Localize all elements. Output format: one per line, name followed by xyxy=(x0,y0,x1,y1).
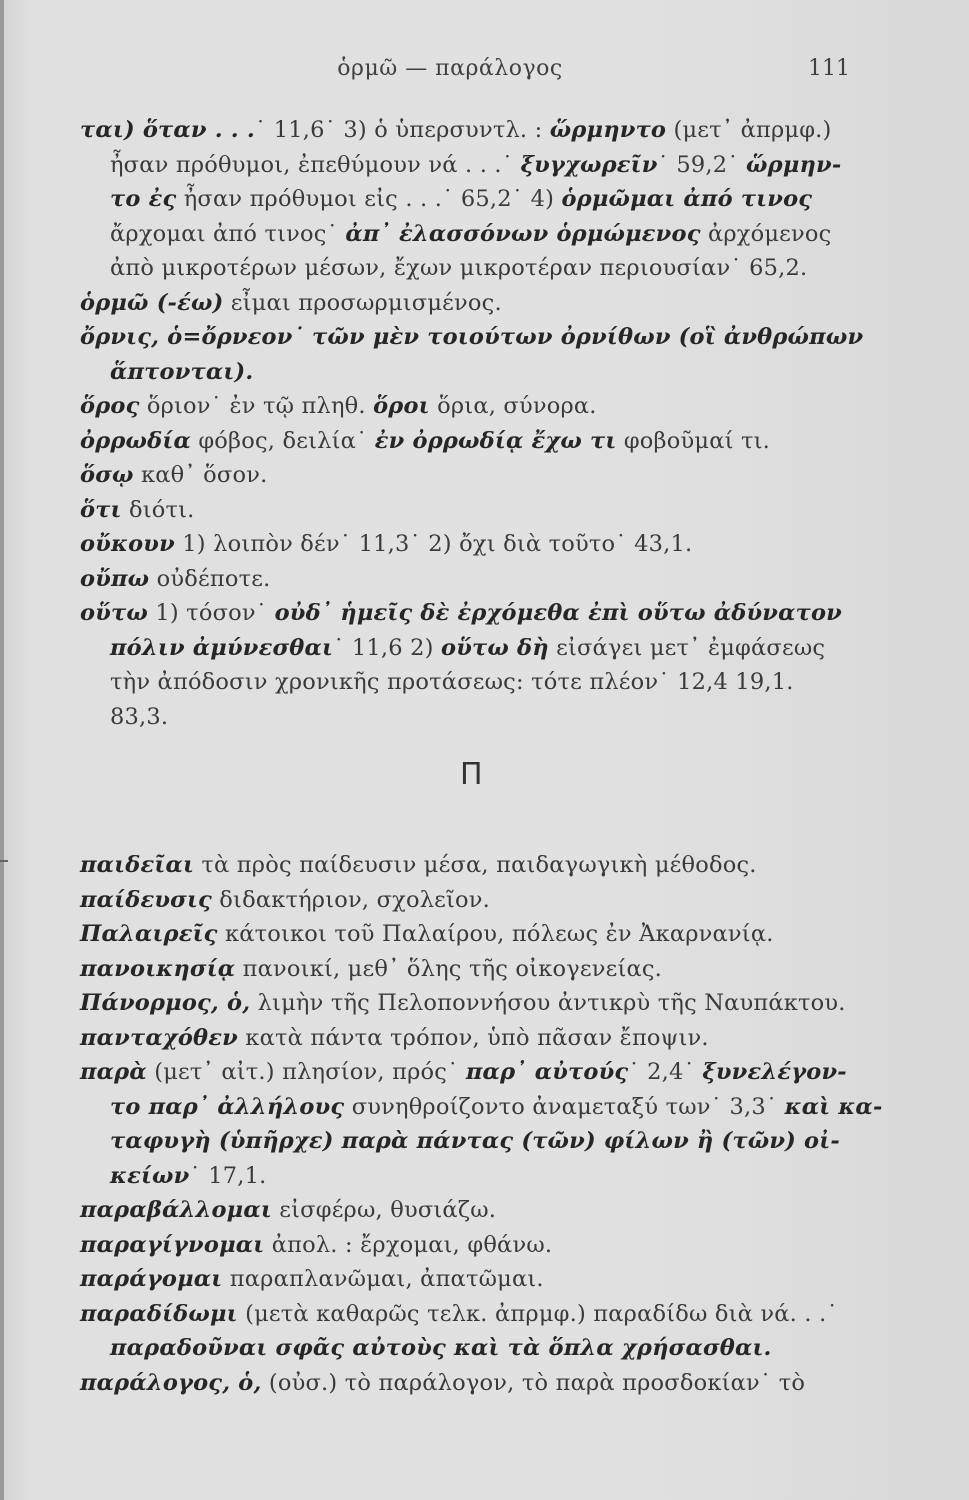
headword-text: οὔπω xyxy=(80,565,150,592)
definition-text: πανοικί, μεθ᾽ ὅλης τῆς οἰκογενείας. xyxy=(235,955,663,982)
entry-line xyxy=(80,883,880,918)
headword-text: ταφυγὴ (ὑπῆρχε) παρὰ πάντας (τῶν) φίλων ἢ (τῶν) οἰ- xyxy=(110,1128,840,1154)
headword-text: το παρ᾽ ἀλλήλους xyxy=(110,1093,345,1120)
definition-text: εἶμαι προσωρμισμένος. xyxy=(223,289,502,316)
entry-line xyxy=(80,1193,880,1228)
entry-line xyxy=(80,458,880,493)
entry-line xyxy=(80,952,880,987)
definition-text: κάτοικοι τοῦ Παλαίρου, πόλεως ἐν Ἀκαρνανίᾳ. xyxy=(217,921,774,947)
entry-line xyxy=(80,1124,880,1159)
definition-text: ˙ 11,6 2) xyxy=(333,634,441,661)
headword-text: παιδεῖαι xyxy=(80,852,195,878)
definition-text: (μετ᾽ ἀπρμφ.) xyxy=(666,117,832,143)
definition-text: (οὐσ.) τὸ παράλογον, τὸ παρὰ προσδοκίαν˙ τὸ xyxy=(261,1369,806,1396)
definition-text: συνηθροίζοντο ἀναμεταξύ των˙ 3,3˙ xyxy=(344,1093,785,1120)
section-letter: Π xyxy=(460,757,483,792)
entries-pi xyxy=(80,848,883,1400)
headword-text: παρ᾽ αὐτούς xyxy=(465,1059,629,1085)
page-fold-shadow xyxy=(0,0,4,1500)
entry-line xyxy=(80,320,880,355)
headword-text: παραγίγνομαι xyxy=(80,1231,265,1258)
definition-text: (μετ᾽ αἰτ.) πλησίον, πρός˙ xyxy=(146,1059,466,1085)
entry-line xyxy=(80,1297,880,1332)
entry-line xyxy=(80,251,880,286)
definition-text: εἰσάγει μετ᾽ ἐμφάσεως xyxy=(548,634,826,661)
definition-text: ἀπολ. : ἔρχομαι, φθάνω. xyxy=(264,1231,553,1258)
headword-text: οὕτω xyxy=(80,600,148,626)
entry-line xyxy=(80,1331,880,1366)
headword-text: ἐν ὀρρωδίᾳ ἔχω τι xyxy=(374,427,617,454)
definition-text: ἀπὸ μικροτέρων μέσων, ἔχων μικροτέραν περιουσίαν˙ 65,2. xyxy=(110,255,808,281)
definition-text: ˙ 11,6˙ 3) ὁ ὑπερσυντλ. : xyxy=(254,117,550,143)
entry-line xyxy=(80,562,880,597)
edge-mark xyxy=(0,860,8,862)
definition-text: ˙ 2,4˙ xyxy=(628,1059,703,1085)
entry-line xyxy=(80,493,880,528)
definition-text: τὴν ἀπόδοσιν χρονικῆς προτάσεως: τότε πλέον˙ 12,4 19,1. xyxy=(110,669,794,695)
headword-text: ὅσῳ xyxy=(80,462,134,488)
entry-line xyxy=(80,1159,880,1194)
headword-text: ὅτι xyxy=(80,496,122,523)
headword-text: Παλαιρεῖς xyxy=(80,921,218,947)
headword-text: ὅροι xyxy=(373,393,430,419)
definition-text: διότι. xyxy=(121,496,195,523)
running-header xyxy=(0,56,969,88)
headword-text: ξυνελέγον- xyxy=(702,1059,847,1085)
headword-text: πανοικησίᾳ xyxy=(80,955,236,982)
headword-text: ὥρμην- xyxy=(746,151,842,178)
definition-text: φοβοῦμαί τι. xyxy=(616,427,770,454)
entries-omicron xyxy=(80,113,880,734)
definition-text: φόβος, δειλία˙ xyxy=(190,427,375,454)
headword-text: κείων xyxy=(110,1162,190,1189)
definition-text: 1) τόσον˙ xyxy=(147,600,275,626)
headword-text: ὥρμηντο xyxy=(549,117,667,143)
definition-text: παραπλανῶμαι, ἀπατῶμαι. xyxy=(222,1266,544,1292)
headword-text: παραδοῦναι σφᾶς αὐτοὺς καὶ τὰ ὅπλα χρήσασθαι. xyxy=(110,1335,772,1361)
definition-text: (μετὰ καθαρῶς τελκ. ἀπρμφ.) παραδίδω διὰ νά. . .˙ xyxy=(237,1300,838,1327)
entry-line xyxy=(80,1090,883,1125)
definition-text: ἄρχομαι ἀπό τινος˙ xyxy=(110,220,346,247)
headword-text: ὀρρωδία xyxy=(80,427,191,454)
headword-text: καὶ κα- xyxy=(784,1093,883,1120)
entry-line xyxy=(80,848,880,883)
headword-text: το ἐς xyxy=(110,186,177,212)
headword-text: οὔκουν xyxy=(80,531,175,557)
definition-text: ἦσαν πρόθυμοι εἰς . . .˙ 65,2˙ 4) xyxy=(176,186,562,212)
entry-line xyxy=(80,1055,880,1090)
headword-text: παράλογος, ὁ, xyxy=(80,1369,262,1396)
headword-text: παίδευσις xyxy=(80,886,212,913)
entry-line xyxy=(80,527,880,562)
entry-line xyxy=(80,986,880,1021)
headword-text: ὅρος xyxy=(80,393,140,419)
headword-text: ἅπτονται). xyxy=(110,358,254,385)
definition-text: 1) λοιπὸν δέν˙ 11,3˙ 2) ὄχι διὰ τοῦτο˙ 43,1. xyxy=(174,531,693,557)
entry-line xyxy=(80,113,880,148)
headword-text: πανταχόθεν xyxy=(80,1024,238,1051)
page-number: 111 xyxy=(808,56,850,81)
headword-text: οὕτω δὴ xyxy=(440,634,549,661)
entry-line xyxy=(80,1366,880,1401)
entry-line xyxy=(80,1262,880,1297)
entry-line xyxy=(80,700,880,735)
headword-text: παραβάλλομαι xyxy=(80,1197,272,1223)
definition-text: διδακτήριον, σχολεῖον. xyxy=(211,886,491,913)
definition-text: ἀρχόμενος xyxy=(700,220,832,247)
definition-text: καθ᾽ ὅσον. xyxy=(133,462,268,488)
entry-line xyxy=(80,286,880,321)
headword-text: ἀπ᾽ ἐλασσόνων ὁρμώμενος xyxy=(345,220,701,247)
entry-line xyxy=(80,1021,880,1056)
definition-text: ˙ 59,2˙ xyxy=(657,151,747,178)
definition-text: ὅρια, σύνορα. xyxy=(429,393,597,419)
entry-line xyxy=(80,917,880,952)
definition-text: ἦσαν πρόθυμοι, ἐπεθύμουν νά . . .˙ xyxy=(110,151,521,178)
entry-line xyxy=(80,148,880,183)
entry-line xyxy=(80,355,880,390)
headword-text: ὁρμῶ (-έω) xyxy=(80,289,224,316)
definition-text: 83,3. xyxy=(110,703,169,730)
headword-text: Πάνορμος, ὁ, xyxy=(80,990,251,1016)
entry-line xyxy=(80,631,880,666)
entry-line xyxy=(80,217,880,252)
entry-line xyxy=(80,389,880,424)
definition-text: εἰσφέρω, θυσιάζω. xyxy=(271,1197,497,1223)
entry-line xyxy=(80,1228,880,1263)
headword-text: ὄρνις, ὁ=ὄρνεον˙ τῶν μὲν τοιούτων ὀρνίθων (οἳ ἀνθρώπων xyxy=(80,324,864,350)
definition-text: ˙ 17,1. xyxy=(189,1162,267,1189)
entry-line xyxy=(80,665,880,700)
headword-text: παράγομαι xyxy=(80,1266,223,1292)
headword-text: παραδίδωμι xyxy=(80,1300,238,1327)
entry-line xyxy=(80,182,880,217)
headword-text: ξυγχωρεῖν xyxy=(520,151,658,178)
headword-text: πόλιν ἀμύνεσθαι xyxy=(110,634,334,661)
running-header-title: ὁρμῶ — παράλογος xyxy=(337,56,563,81)
headword-text: ται) ὅταν . . . xyxy=(80,117,255,143)
headword-text: παρὰ xyxy=(80,1059,147,1085)
headword-text: ὁρμῶμαι ἀπό τινος xyxy=(561,186,813,212)
entry-line xyxy=(80,424,880,459)
definition-text: ὅριον˙ ἐν τῷ πληθ. xyxy=(139,393,374,419)
definition-text: λιμὴν τῆς Πελοποννήσου ἀντικρὺ τῆς Ναυπάκτου. xyxy=(250,990,846,1016)
definition-text: κατὰ πάντα τρόπον, ὑπὸ πᾶσαν ἔποψιν. xyxy=(237,1024,709,1051)
headword-text: οὐδ᾽ ἡμεῖς δὲ ἐρχόμεθα ἐπὶ οὕτω ἀδύνατον xyxy=(274,600,842,626)
entry-line xyxy=(80,596,880,631)
definition-text: οὐδέποτε. xyxy=(149,565,271,592)
definition-text: τὰ πρὸς παίδευσιν μέσα, παιδαγωγικὴ μέθοδος. xyxy=(194,852,757,878)
